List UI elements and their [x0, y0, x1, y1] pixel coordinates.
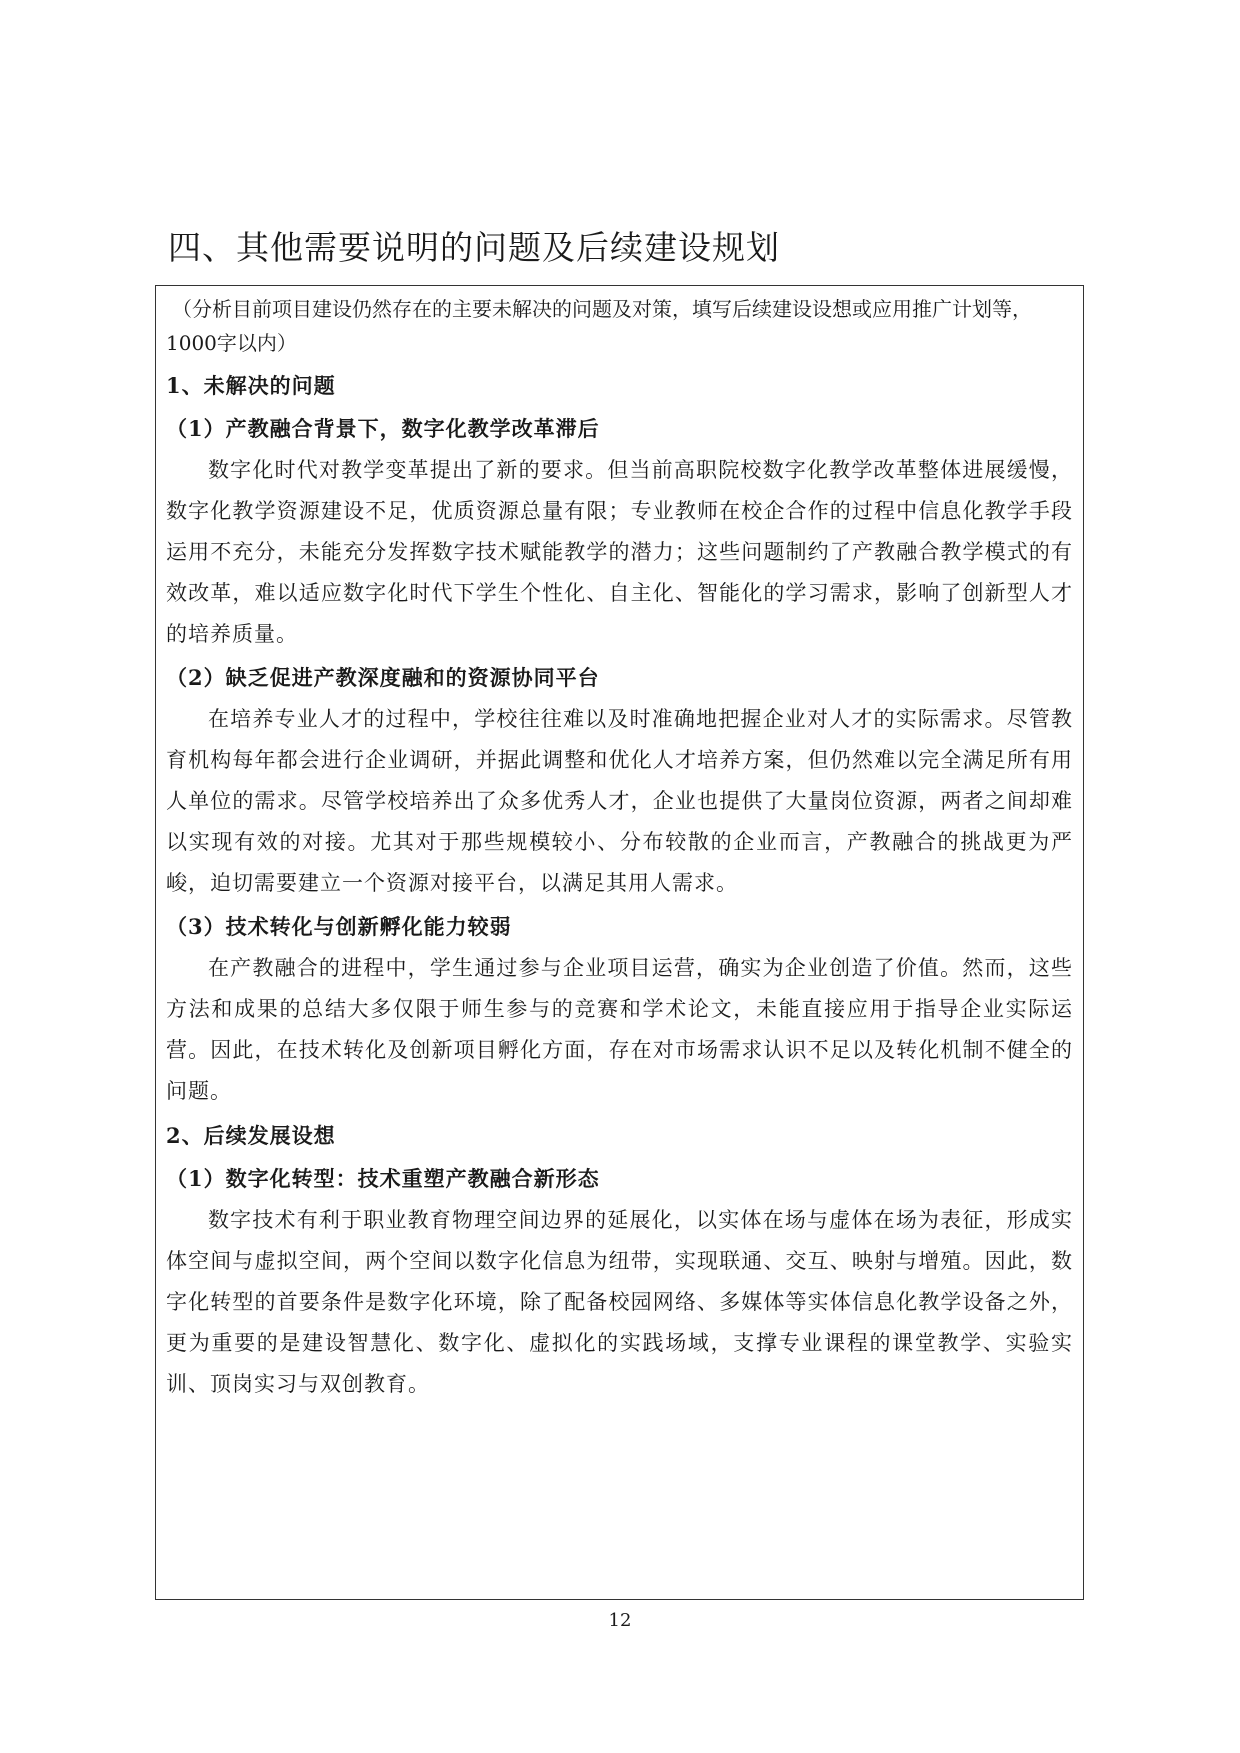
issue-1-title: （1）产教融合背景下，数字化教学改革滞后 — [166, 416, 600, 441]
plan-1-text: 数字技术有利于职业教育物理空间边界的延展化，以实体在场与虚体在场为表征，形成实体空间与虚拟空间，两个空间以数字化信息为纽带，实现联通、交互、映射与增殖。因此，数字化转型的首要条件是数字化环境，除了配备校园网络、多媒体等实体信息化教学设备之外，更为重要的是建设智慧化、数字化、虚拟化的实践场域，支撑专业课程的课堂教学、实验实训、顶岗实习与双创教育。 — [166, 1208, 1073, 1396]
section-title: 四、其他需要说明的问题及后续建设规划 — [168, 228, 780, 267]
issue-3-title: （3）技术转化与创新孵化能力较弱 — [166, 914, 512, 939]
issue-3-text: 在产教融合的进程中，学生通过参与企业项目运营，确实为企业创造了价值。然而，这些方法和成果的总结大多仅限于师生参与的竞赛和学术论文，未能直接应用于指导企业实际运营。因此，在技术转化及创新项目孵化方面，存在对市场需求认识不足以及转化机制不健全的问题。 — [166, 956, 1073, 1103]
plan-1-title: （1）数字化转型：技术重塑产教融合新形态 — [166, 1166, 600, 1191]
instruction-note: （分析目前项目建设仍然存在的主要未解决的问题及对策，填写后续建设设想或应用推广计划等，1000字以内） — [166, 297, 1032, 355]
heading-unresolved-issues: 1、未解决的问题 — [166, 373, 336, 398]
page-number: 12 — [608, 1610, 632, 1631]
issue-2-title: （2）缺乏促进产教深度融和的资源协同平台 — [166, 665, 600, 690]
content-box — [155, 285, 1084, 1600]
issue-1-text: 数字化时代对教学变革提出了新的要求。但当前高职院校数字化教学改革整体进展缓慢，数字化教学资源建设不足，优质资源总量有限；专业教师在校企合作的过程中信息化教学手段运用不充分，未能充分发挥数字技术赋能教学的潜力；这些问题制约了产教融合教学模式的有效改革，难以适应数字化时代下学生个性化、自主化、智能化的学习需求，影响了创新型人才的培养质量。 — [166, 458, 1073, 646]
heading-future-plans: 2、后续发展设想 — [166, 1123, 336, 1148]
issue-2-text: 在培养专业人才的过程中，学校往往难以及时准确地把握企业对人才的实际需求。尽管教育机构每年都会进行企业调研，并据此调整和优化人才培养方案，但仍然难以完全满足所有用人单位的需求。尽管学校培养出了众多优秀人才，企业也提供了大量岗位资源，两者之间却难以实现有效的对接。尤其对于那些规模较小、分布较散的企业而言，产教融合的挑战更为严峻，迫切需要建立一个资源对接平台，以满足其用人需求。 — [166, 707, 1073, 895]
